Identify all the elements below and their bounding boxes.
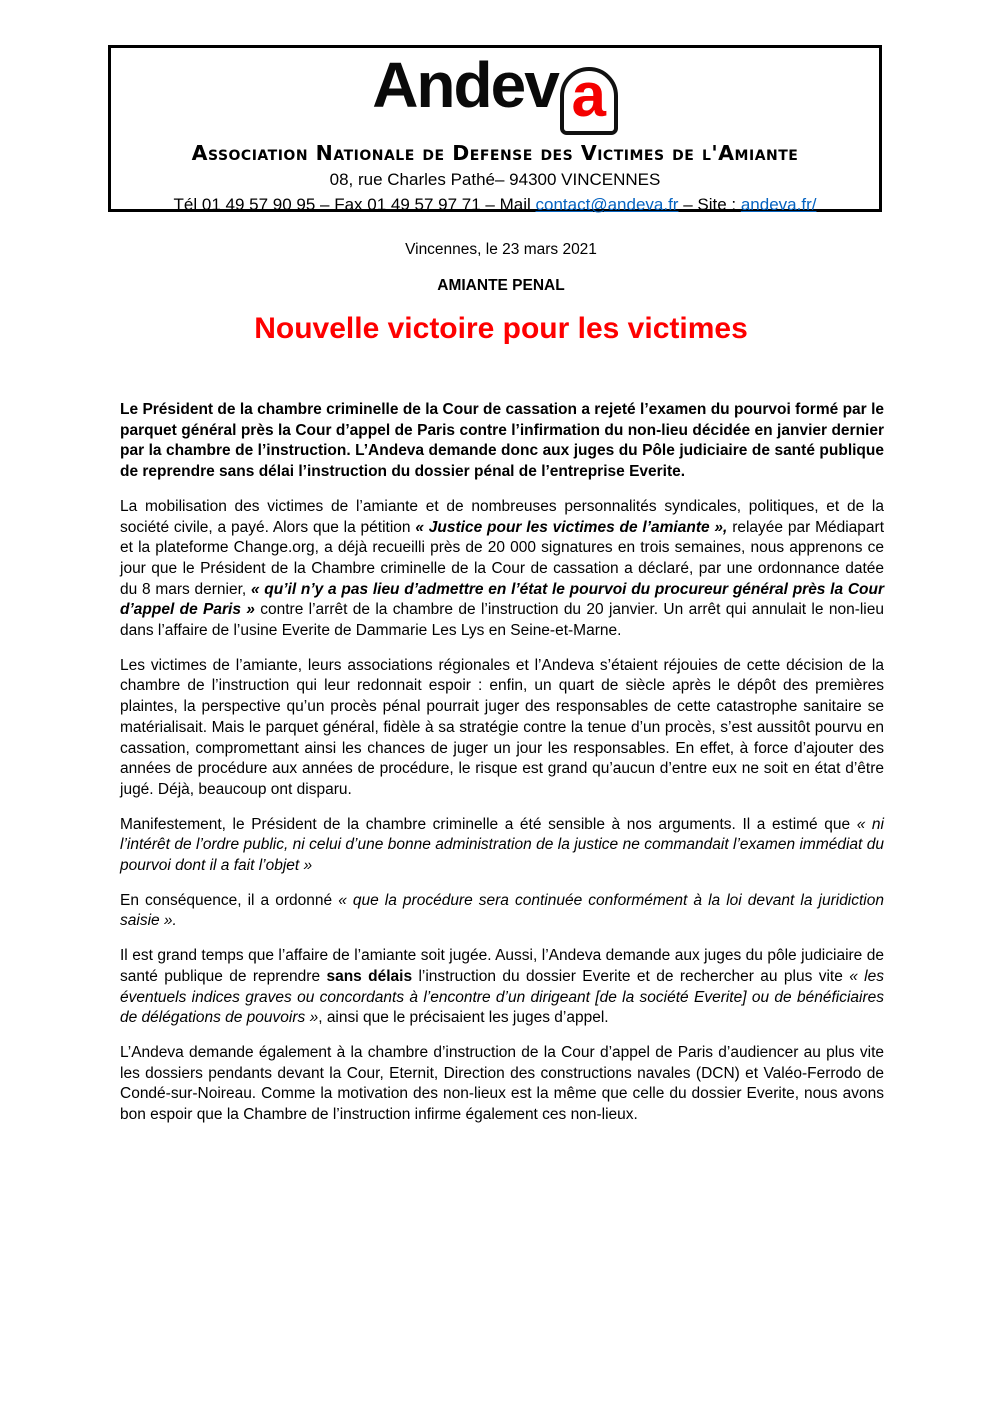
logo-text-black: Andev: [372, 49, 558, 121]
email-link[interactable]: contact@andeva.fr: [535, 195, 679, 214]
paragraph: [120, 815, 884, 877]
contact-prefix: Tél 01 49 57 90 95 – Fax 01 49 57 97 71 – Mail: [173, 195, 536, 214]
text-segment: l’instruction du dossier Everite et de rechercher au plus vite: [412, 967, 850, 985]
paragraph: [120, 656, 884, 801]
association-name: Association Nationale de Defense des Victimes de l'Amiante: [191, 141, 799, 165]
body-paragraphs: [120, 400, 884, 1140]
text-segment: « les éventuels indices graves ou concordants à l’encontre d’un dirigeant [de la société Everite] ou de bénéficiaires de délégations de pouvoirs »: [120, 967, 884, 1027]
logo-text-red: a: [571, 61, 607, 130]
text-segment: La mobilisation des victimes de l’amiante et de nombreuses personnalités syndicales, politiques, et de la société civile, a payé. Alors que la pétition: [120, 497, 884, 536]
contact-line: [111, 194, 879, 215]
paragraph: [120, 1043, 884, 1126]
text-segment: relayée par Médiapart et la plateforme Change.org, a déjà recueilli près de 20 000 signatures en trois semaines, nous apprenons ce jour que le Président de la Chambre criminelle de la Cour de cassation a déclaré, par une ordonnance datée du 8 mars dernier,: [120, 518, 884, 598]
text-segment: Les victimes de l’amiante, leurs associations régionales et l’Andeva s’étaient réjouies de cette décision de la chambre de l’instruction qui leur redonnait espoir : enfin, un quart de siècle après le dépôt des premières plaintes, la perspective qu’un procès pénal pourrait juger des responsables de cette catastrophe sanitaire se matérialisait. Mais le parquet général, fidèle à sa stratégie contre la tenue d’un procès, s’est aussitôt pourvu en cassation, compromettant ainsi les chances de juger un jour les responsables. En effet, à force d’ajouter des années de procédure aux années de procédure, le risque est grand qu’aucun d’entre eux ne soit en état d’être jugé. Déjà, beaucoup ont disparu.: [120, 656, 884, 798]
contact-middle: – Site :: [678, 195, 741, 214]
text-segment: , ainsi que le précisaient les juges d’appel.: [318, 1009, 609, 1027]
paragraph: [120, 891, 884, 932]
logo-a-badge: [560, 61, 618, 135]
kicker: AMIANTE PENAL: [437, 277, 565, 294]
text-segment: En conséquence, il a ordonné: [120, 891, 339, 909]
text-segment: Il est grand temps que l’affaire de l’amiante soit jugée. Aussi, l’Andeva demande aux juges du pôle judiciaire de santé publique de reprendre: [120, 947, 884, 985]
title-block: [0, 240, 1002, 346]
paragraph: [120, 946, 884, 1029]
address-line: 08, rue Charles Pathé– 94300 VINCENNES: [329, 170, 661, 189]
text-segment: « Justice pour les victimes de l’amiante »,: [415, 518, 733, 536]
page-title: Nouvelle victoire pour les victimes: [254, 312, 748, 345]
text-segment: sans délais: [326, 967, 413, 985]
site-link[interactable]: andeva.fr/: [740, 195, 817, 214]
text-segment: contre l’arrêt de la chambre de l’instruction du 20 janvier. Un arrêt qui annulait le non-lieu dans l’affaire de l’usine Everite de Dammarie Les Lys en Seine-et-Marne.: [120, 601, 884, 640]
text-segment: « qu’il n’y a pas lieu d’admettre en l’état le pourvoi du procureur général près la Cour d’appel de Paris »: [120, 580, 884, 619]
text-segment: « que la procédure sera continuée conformément à la loi devant la juridiction saisie ».: [120, 891, 884, 930]
letterhead: [108, 45, 882, 212]
paragraph: [120, 497, 884, 642]
paragraph: [120, 400, 884, 483]
text-segment: Le Président de la chambre criminelle de la Cour de cassation a rejeté l’examen du pourvoi formé par le parquet général près la Cour d’appel de Paris contre l’infirmation du non-lieu décidée en janvier dernier par la chambre de l’instruction. L’Andeva demande donc aux juges du Pôle judiciaire de santé publique de reprendre sans délai l’instruction du dossier pénal de l’entreprise Everite.: [120, 401, 884, 481]
text-segment: Manifestement, le Président de la chambre criminelle a été sensible à nos arguments. Il a estimé que: [120, 815, 857, 833]
andeva-logo: [111, 51, 879, 135]
dateline: Vincennes, le 23 mars 2021: [405, 241, 597, 258]
text-segment: « ni l’intérêt de l’ordre public, ni celui d’une bonne administration de la justice ne commandait l’examen immédiat du pourvoi dont il a fait l’objet »: [120, 815, 884, 875]
text-segment: L’Andeva demande également à la chambre d’instruction de la Cour d’appel de Paris d’audiencer au plus vite les dossiers pendants devant la Cour, Eternit, Direction des constructions navales (DCN) et Valéo-Ferrodo de Condé-sur-Noireau. Comme la motivation des non-lieux est la même que celle du dossier Everite, nous avons bon espoir que la Chambre de l’instruction infirme également ces non-lieux.: [120, 1043, 884, 1124]
